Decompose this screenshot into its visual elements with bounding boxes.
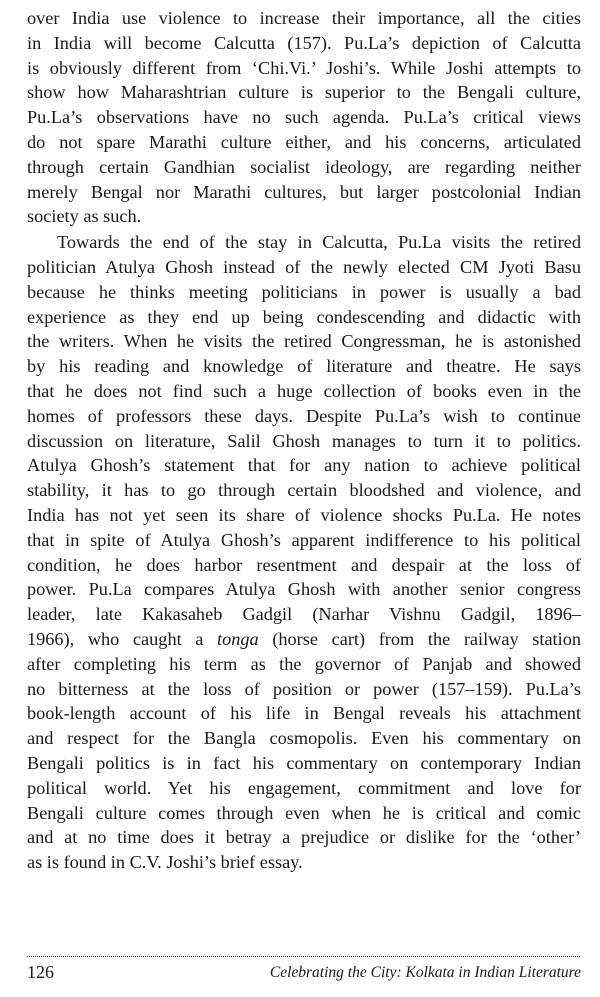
text-line: leader, late Kakasaheb Gadgil (Narhar Vishnu Gadgil, 1896– (27, 604, 581, 625)
paragraph-2 (27, 230, 581, 875)
text-line: India has not yet seen its share of violence shocks Pu.La. He notes (27, 504, 581, 525)
text-line: through certain Gandhian socialist ideology, are regarding neither (27, 156, 581, 177)
emphasis-word: tonga (217, 628, 259, 649)
text-line: in India will become Calcutta (157). Pu.La’s depiction of Calcutta (27, 32, 581, 53)
text-line: over India use violence to increase their importance, all the cities (27, 8, 581, 28)
text-line: Pu.La’s observations have no such agenda. Pu.La’s critical views (27, 107, 581, 128)
text-segment: (horse cart) from the railway station (272, 628, 581, 649)
footer-divider (27, 956, 580, 957)
text-line: discussion on literature, Salil Ghosh manages to turn it to politics. (27, 430, 581, 451)
text-line: homes of professors these days. Despite Pu.La’s wish to continue (27, 405, 581, 426)
text-line: book-length account of his life in Bengal reveals his attachment (27, 703, 581, 724)
text-line: political world. Yet his engagement, commitment and love for (27, 777, 581, 798)
text-line: Bengali culture comes through even when he is critical and comic (27, 802, 581, 823)
text-line: stability, it has to go through certain bloodshed and violence, and (27, 480, 581, 501)
text-line: politician Atulya Ghosh instead of the newly elected CM Jyoti Basu (27, 256, 581, 277)
text-line: no bitterness at the loss of position or power (157–159). Pu.La’s (27, 678, 581, 699)
text-line: do not spare Marathi culture either, and his concerns, articulated (27, 131, 581, 152)
text-segment: 1966), who caught a (27, 628, 204, 649)
text-line: Atulya Ghosh’s statement that for any nation to achieve political (27, 455, 581, 476)
paragraph-1 (27, 6, 581, 229)
text-line: show how Maharashtrian culture is superior to the Bengali culture, (27, 82, 581, 103)
running-title: Celebrating the City: Kolkata in Indian Literature (269, 964, 581, 981)
text-line: because he thinks meeting politicians in power is usually a bad (27, 281, 581, 302)
text-line: by his reading and knowledge of literature and theatre. He says (27, 356, 581, 377)
page-footer (27, 962, 581, 986)
text-line: power. Pu.La compares Atulya Ghosh with another senior congress (27, 579, 581, 600)
text-line: Towards the end of the stay in Calcutta, Pu.La visits the retired (57, 232, 581, 253)
text-line: condition, he does harbor resentment and despair at the loss of (27, 554, 581, 575)
text-line: and at no time does it betray a prejudice or dislike for the ‘other’ (27, 827, 581, 848)
text-line: after completing his term as the governor of Panjab and showed (27, 653, 581, 674)
text-line: is obviously different from ‘Chi.Vi.’ Joshi’s. While Joshi attempts to (27, 57, 581, 78)
text-line: the writers. When he visits the retired Congressman, he is astonished (27, 331, 581, 352)
text-line: Bengali politics is in fact his commentary on contemporary Indian (27, 752, 581, 773)
text-line: that in spite of Atulya Ghosh’s apparent indifference to his political (27, 529, 581, 550)
text-line: that he does not find such a huge collection of books even in the (27, 380, 581, 401)
text-line: society as such. (27, 206, 142, 227)
text-line: experience as they end up being condescending and didactic with (27, 306, 581, 327)
text-line: and respect for the Bangla cosmopolis. Even his commentary on (27, 728, 581, 749)
text-line-with-emphasis (27, 627, 581, 652)
text-line: merely Bengal nor Marathi cultures, but larger postcolonial Indian (27, 181, 581, 202)
page-body (27, 6, 581, 875)
page-number: 126 (27, 962, 54, 982)
text-line: as is found in C.V. Joshi’s brief essay. (27, 852, 303, 873)
